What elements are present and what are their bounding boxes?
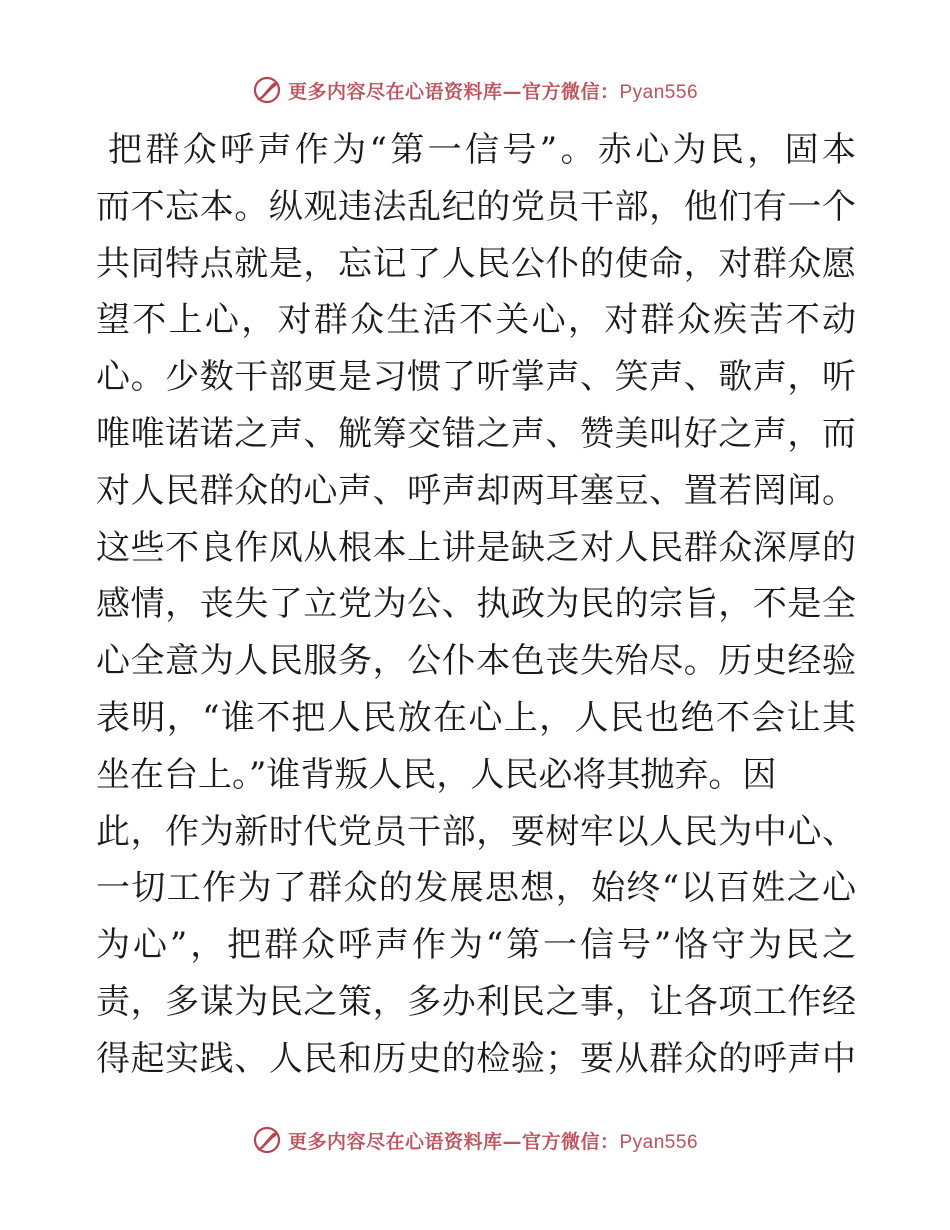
body-line: 责，多谋为民之策，多办利民之事，让各项工作经	[96, 981, 856, 1022]
body-text	[96, 122, 856, 1088]
header-banner	[0, 70, 950, 110]
body-line: 共同特点就是，忘记了人民公仆的使命，对群众愿	[96, 243, 856, 284]
footer-separator: —	[502, 1130, 522, 1153]
quill-pen-logo-icon	[252, 1125, 282, 1155]
header-wechat-label: 官方微信：	[521, 80, 620, 103]
body-line: 望不上心，对群众生活不关心，对群众疾苦不动	[96, 300, 856, 341]
body-line: 唯唯诺诺之声、觥筹交错之声、赞美叫好之声，而	[96, 413, 856, 454]
quill-pen-logo-icon	[252, 75, 282, 105]
body-line: 一切工作为了群众的发展思想，始终“以百姓之心	[96, 868, 856, 909]
body-line: 心。少数干部更是习惯了听掌声、笑声、歌声，听	[96, 357, 856, 398]
body-line: 对人民群众的心声、呼声却两耳塞豆、置若罔闻。	[96, 470, 856, 511]
body-line: 这些不良作风从根本上讲是缺乏对人民群众深厚的	[96, 527, 856, 568]
header-banner-text	[288, 77, 698, 104]
header-site-text: 更多内容尽在心语资料库	[287, 80, 503, 103]
body-line: 表明，“谁不把人民放在心上，人民也绝不会让其	[96, 697, 856, 738]
body-line: 此，作为新时代党员干部，要树牢以人民为中心、	[96, 811, 856, 852]
header-separator: —	[502, 80, 522, 103]
footer-wechat-id: Pyan556	[619, 1131, 699, 1153]
body-line: 把群众呼声作为“第一信号”。赤心为民，固本	[108, 130, 856, 170]
footer-site-text: 更多内容尽在心语资料库	[287, 1130, 503, 1153]
body-line: 心全意为人民服务，公仆本色丧失殆尽。历史经验	[96, 641, 856, 682]
header-wechat-id: Pyan556	[619, 81, 699, 103]
body-line: 感情，丧失了立党为公、执政为民的宗旨，不是全	[96, 584, 856, 625]
footer-wechat-label: 官方微信：	[521, 1130, 620, 1153]
body-line: 为心”，把群众呼声作为“第一信号”恪守为民之	[96, 925, 856, 966]
body-line: 而不忘本。纵观违法乱纪的党员干部，他们有一个	[96, 186, 856, 227]
body-line: 得起实践、人民和历史的检验；要从群众的呼声中	[96, 1038, 856, 1079]
footer-banner	[0, 1120, 950, 1160]
body-line: 坐在台上。”谁背叛人民，人民必将其抛弃。因	[96, 754, 777, 795]
footer-banner-text	[288, 1127, 698, 1154]
